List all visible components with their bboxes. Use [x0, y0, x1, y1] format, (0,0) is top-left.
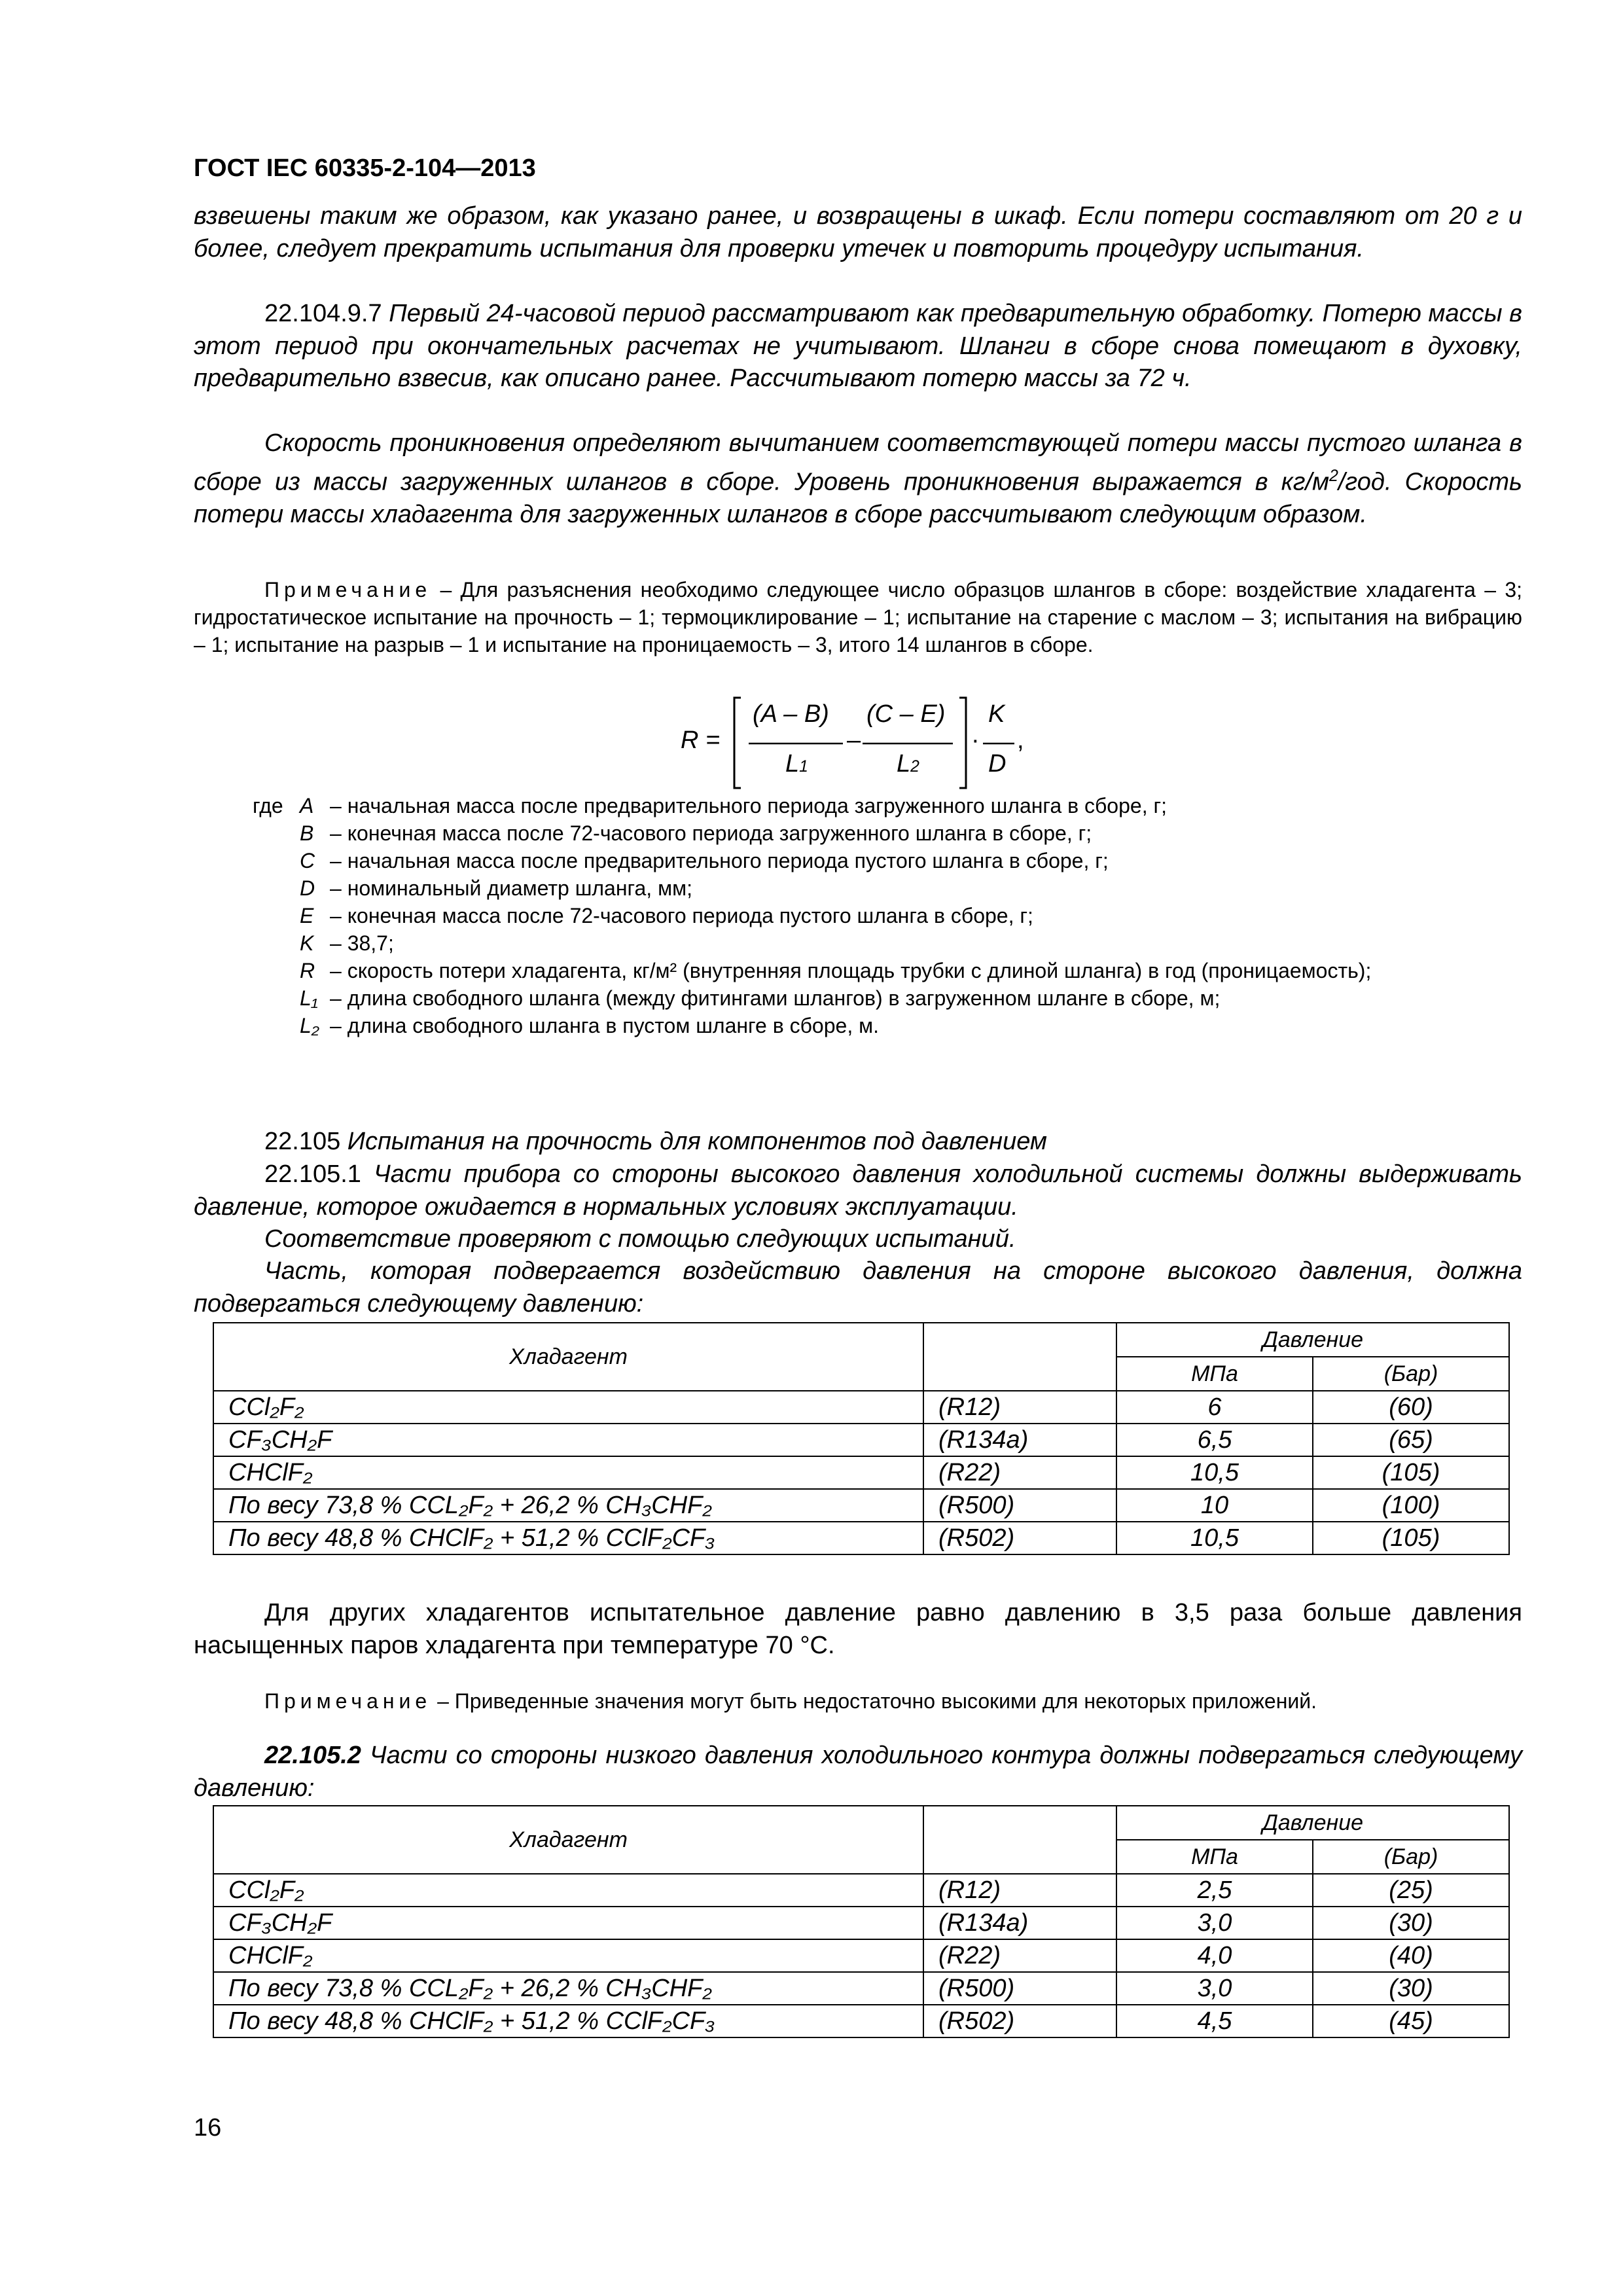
note-text: – Приведенные значения могут быть недостаточно высокими для некоторых приложений. — [431, 1689, 1317, 1713]
clause-text: Первый 24-часовой период рассматривают как предварительную обработку. Потерю массы в этот период при окончательных расчетах не учитывают. Шланги в сборе снова помещают в духовку, предварительно взвесив, как описано ранее. Рассчитывают потерю массы за 72 ч. — [194, 300, 1522, 392]
formula-d: D — [988, 750, 1007, 778]
table-row: CHClF₂ (R22) 10,5 (105) — [213, 1456, 1509, 1489]
paragraph-permeation-rate: Скорость проникновения определяют вычитанием соответствующей потери массы пустого шланга в сборе из массы загруженных шлангов в сборе. Уровень проникновения выражается в $кг/м^2$/год. Скорость потери массы хладагента для загруженных шлангов в сборе рассчитывают следующим образом. — [194, 429, 1522, 528]
table-row: По весу 73,8 % CCL₂F₂ + 26,2 % CH₃CHF₂ (R500) 3,0 (30) — [213, 1972, 1509, 2005]
formula-den1: $L_1$ — [785, 750, 808, 778]
col-header-bar: (Бар) — [1313, 1357, 1509, 1391]
document-header: ГОСТ IEC 60335-2-104—2013 — [194, 154, 536, 182]
table-row: По весу 73,8 % CCL₂F₂ + 26,2 % CH₃CHF₂ (R500) 10 (100) — [213, 1489, 1509, 1522]
formula-permeation — [681, 694, 1047, 792]
table-row: По весу 48,8 % CHClF₂ + 51,2 % CClF₂CF₃ (R502) 4,5 (45) — [213, 2005, 1509, 2037]
legend-row: B – конечная масса после 72-часового периода загруженного шланга в сборе, г; — [300, 821, 1092, 845]
formula-minus: – — [847, 726, 861, 754]
table-low-pressure — [213, 1805, 1510, 2038]
table-row: CCl₂F₂ (R12) 6 (60) — [213, 1391, 1509, 1424]
note-text: – Для разъяснения необходимо следующее число образцов шлангов в сборе: воздействие хладагента – 3; гидростатическое испытание на прочность – 1; термоциклирование – 1; испытание на старение с маслом – 3; испытания на вибрацию – 1; испытание на разрыв – 1 и испытание на проницаемость – 3, итого 14 шлангов в сборе. — [194, 578, 1522, 656]
col-header-refrigerant: Хладагент — [213, 1323, 923, 1391]
paragraph-22-105-1: 22.105.1 Части прибора со стороны высокого давления холодильной системы должны выдерживать давление, которое ожидается в нормальных условиях эксплуатации. — [194, 1160, 1522, 1221]
formula-legend — [253, 792, 1522, 1039]
formula-k: K — [988, 700, 1005, 728]
legend-row: R – скорость потери хладагента, кг/м² (внутренняя площадь трубки с длиной шланга) в год (проницаемость); — [300, 959, 1372, 982]
paragraph-other-refrigerants: Для других хладагентов испытательное давление равно давлению в 3,5 раза больше давления насыщенных паров хладагента при температуре 70 °С. — [194, 1599, 1522, 1659]
col-header-pressure: Давление — [1116, 1806, 1509, 1840]
table-row: CCl₂F₂ (R12) 2,5 (25) — [213, 1874, 1509, 1907]
formula-dot: · — [971, 726, 980, 754]
table-row: CHClF₂ (R22) 4,0 (40) — [213, 1939, 1509, 1972]
note-label: Примечание — [264, 1689, 432, 1713]
note-values — [194, 1687, 1522, 1715]
table-row: По весу 48,8 % CHClF₂ + 51,2 % CClF₂CF₃ (R502) 10,5 (105) — [213, 1522, 1509, 1554]
heading-22-105: 22.105 Испытания на прочность для компонентов под давлением — [264, 1128, 1047, 1155]
table-row: CF₃CH₂F (R134a) 3,0 (30) — [213, 1907, 1509, 1939]
note-samples — [194, 576, 1522, 658]
paragraph-continuation: взвешены таким же образом, как указано ранее, и возвращены в шкаф. Если потери составляют от 20 г и более, следует прекратить испытания для проверки утечек и повторить процедуру испытания. — [194, 202, 1522, 262]
formula-comma: , — [1017, 726, 1024, 754]
paragraph-22-104-9-7 — [194, 298, 1522, 395]
col-header-mpa: МПа — [1116, 1840, 1313, 1874]
table-row: CF₃CH₂F (R134a) 6,5 (65) — [213, 1424, 1509, 1456]
paragraph-22-105-2: 22.105.2 Части со стороны низкого давления холодильного контура должны подвергаться следующему давлению: — [194, 1742, 1522, 1802]
formula-num1: (A – B) — [753, 700, 829, 728]
paragraph-high-pressure: Часть, которая подвергается воздействию давления на стороне высокого давления, должна подвергаться следующему давлению: — [194, 1257, 1522, 1318]
legend-row: D – номинальный диаметр шланга, мм; — [300, 876, 692, 900]
note-label: Примечание — [264, 578, 432, 601]
col-header-pressure: Давление — [1116, 1323, 1509, 1357]
legend-row: C – начальная масса после предварительного периода пустого шланга в сборе, г; — [300, 849, 1109, 872]
col-header-refrigerant: Хладагент — [213, 1806, 923, 1874]
legend-row: где A – начальная масса после предварительного периода загруженного шланга в сборе, г; — [253, 794, 1168, 817]
legend-row: E – конечная масса после 72-часового периода пустого шланга в сборе, г; — [300, 904, 1033, 927]
legend-row: K – 38,7; — [300, 931, 394, 955]
formula-num2: (C – E) — [866, 700, 946, 728]
formula-lhs: R = — [681, 726, 721, 754]
formula-den2: $L_2$ — [897, 750, 919, 778]
col-header-mpa: МПа — [1116, 1357, 1313, 1391]
col-header-bar: (Бар) — [1313, 1840, 1509, 1874]
page-number: 16 — [194, 2114, 222, 2142]
paragraph-compliance: Соответствие проверяют с помощью следующих испытаний. — [264, 1225, 1016, 1253]
clause-number: 22.104.9.7 — [264, 300, 389, 327]
table-high-pressure — [213, 1322, 1510, 1555]
legend-row: L₁ – длина свободного шланга (между фитингами шлангов) в загруженном шланге в сборе, м; — [300, 986, 1221, 1010]
legend-row: L₂ – длина свободного шланга в пустом шланге в сборе, м. — [300, 1014, 879, 1037]
